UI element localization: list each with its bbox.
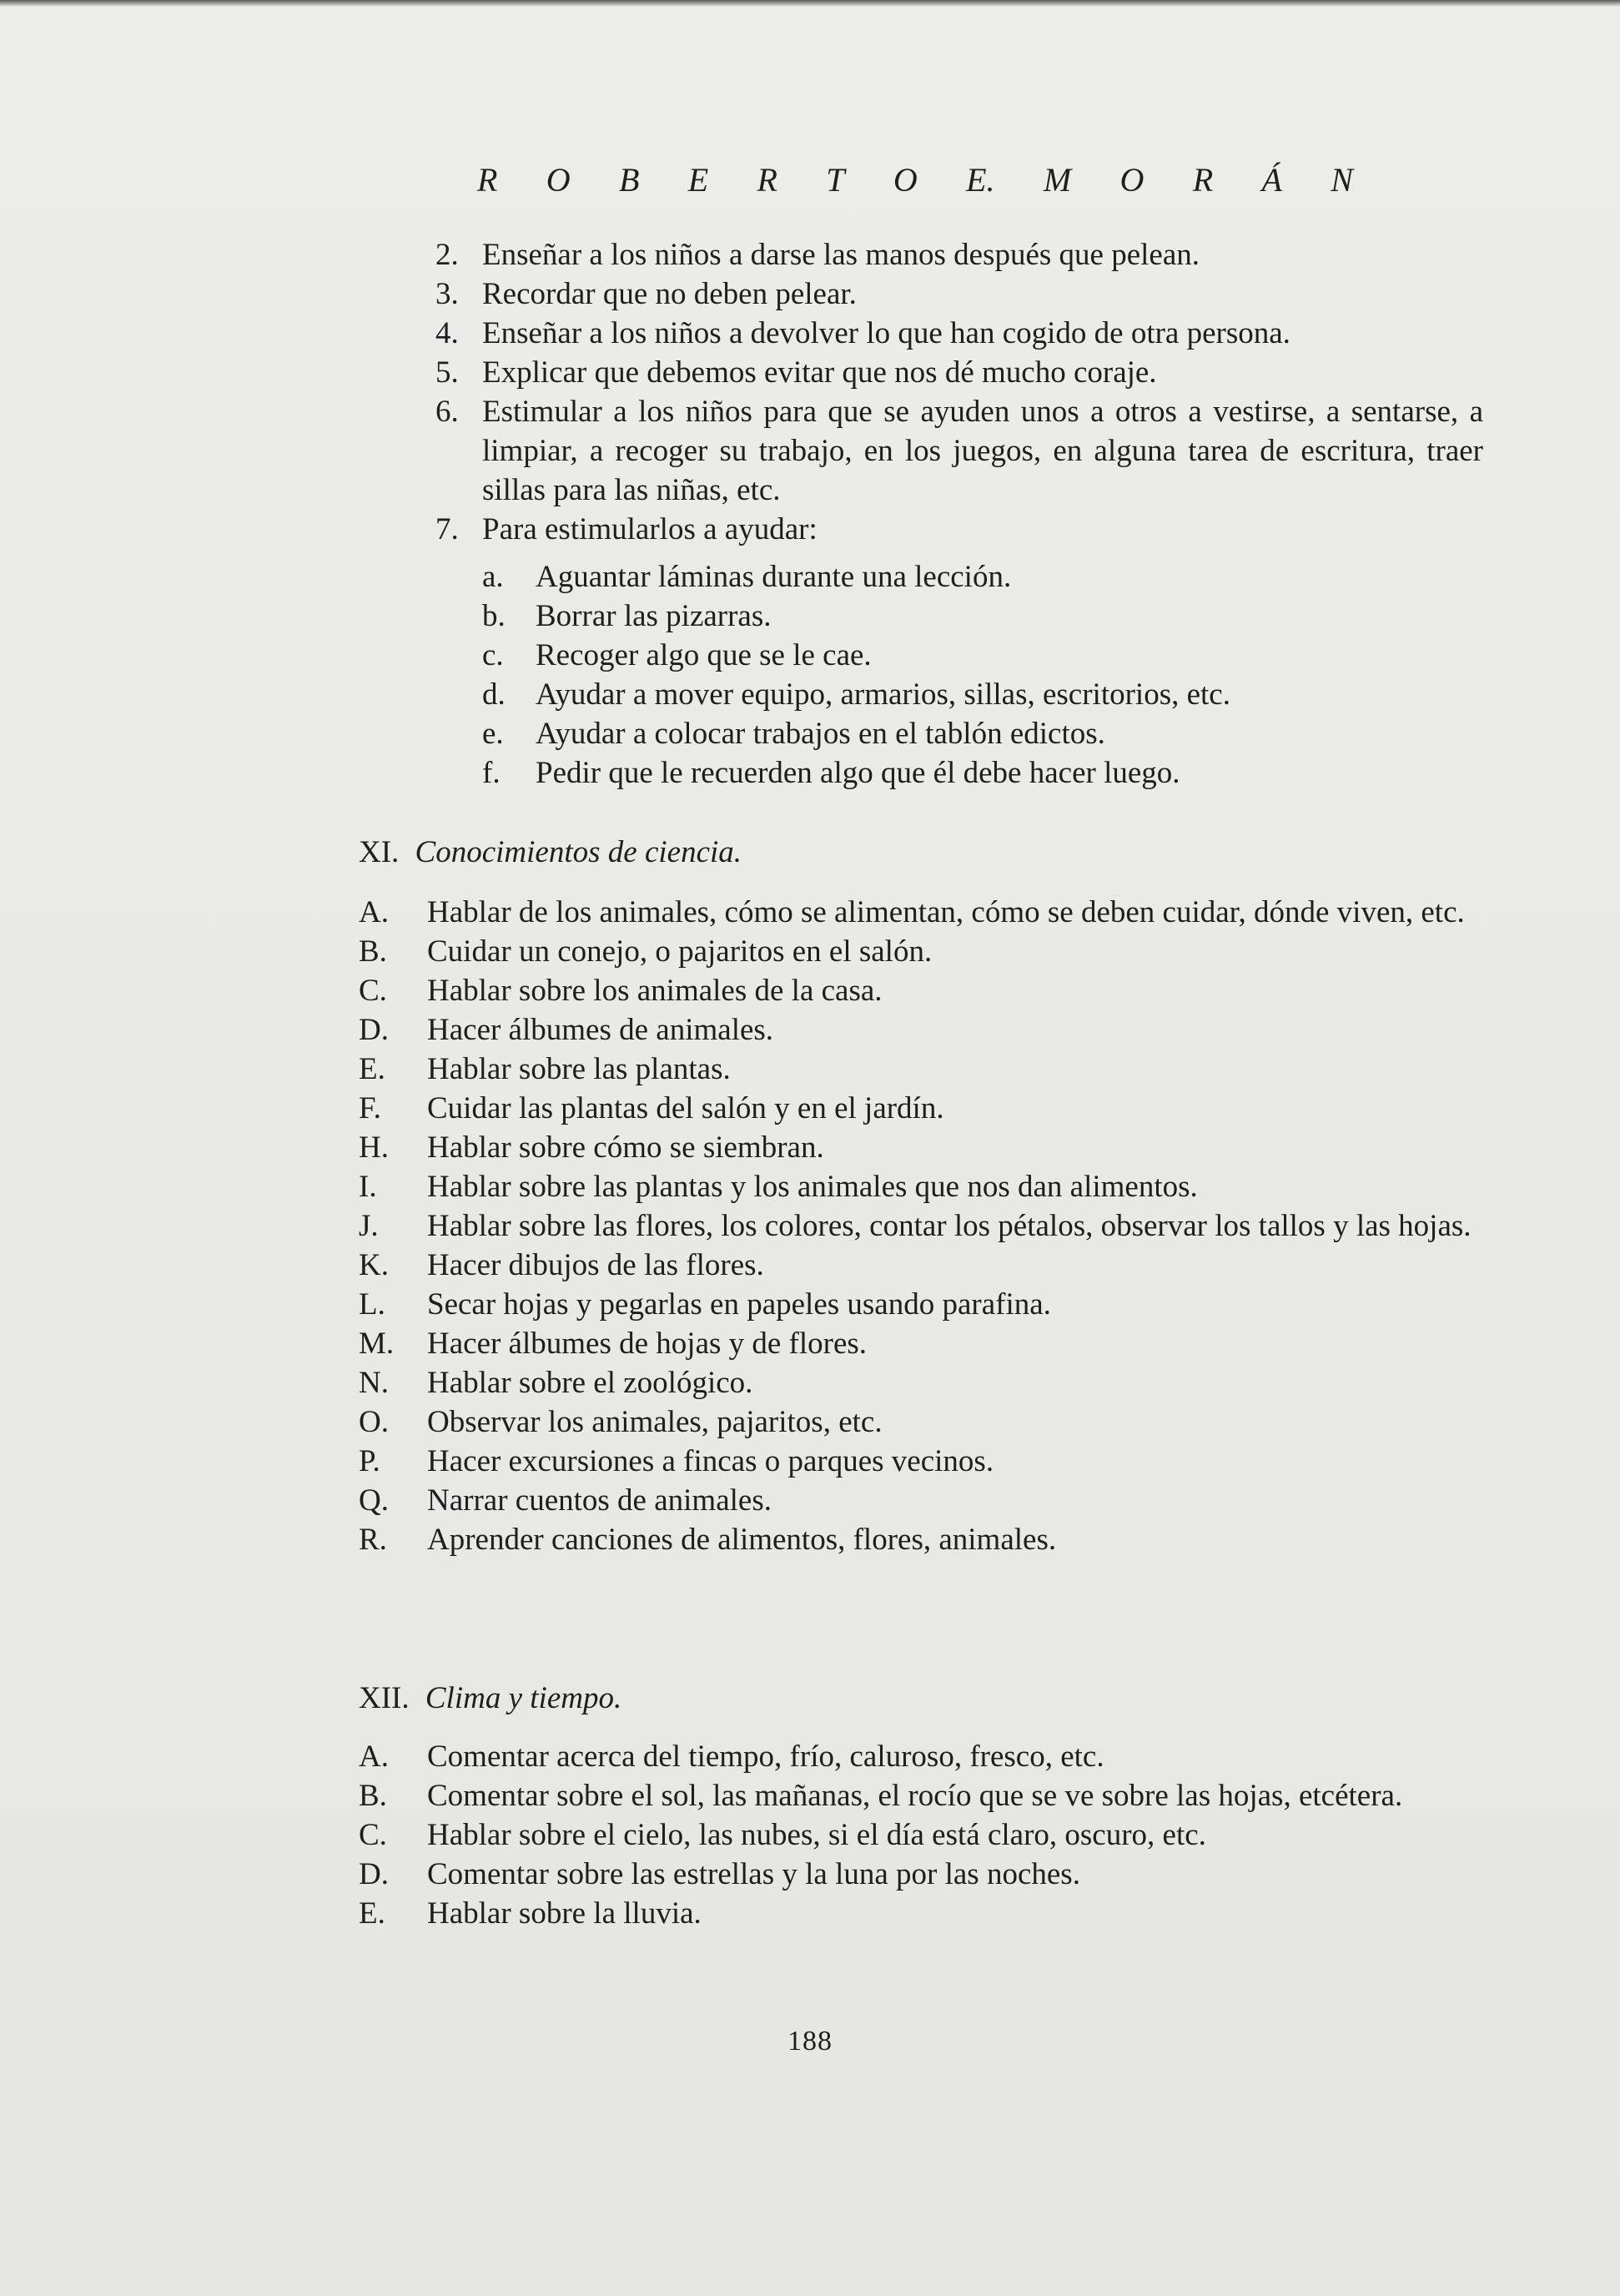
item-number: 5. (435, 355, 459, 390)
item-text: Narrar cuentos de animales. (427, 1483, 772, 1518)
running-head-letter: E. (966, 161, 995, 199)
numbered-list (435, 235, 1487, 549)
running-head-letter: O (546, 161, 571, 199)
list-item (359, 1737, 1487, 1776)
running-head-letter: Á (1261, 161, 1282, 199)
item-text: Pedir que le recuerden algo que él debe hacer luego. (536, 756, 1180, 790)
item-text: Enseñar a los niños a devolver lo que han cogido de otra persona. (482, 316, 1290, 350)
section-heading-xi (359, 833, 742, 872)
item-number: 6. (435, 395, 459, 429)
sub-list (482, 557, 1483, 793)
list-item (435, 510, 1487, 549)
list-item (359, 1128, 1487, 1167)
item-text: Hablar sobre las plantas y los animales que nos dan alimentos. (427, 1170, 1198, 1204)
list-item (482, 636, 1483, 675)
list-item (435, 314, 1487, 353)
list-item (359, 1363, 1487, 1402)
item-letter: N. (359, 1366, 389, 1400)
list-item (359, 1050, 1487, 1089)
item-letter: D. (359, 1013, 389, 1047)
running-head-letter: O (1119, 161, 1145, 199)
item-text: Hablar sobre la lluvia. (427, 1896, 702, 1931)
running-head-letter: M (1043, 161, 1072, 199)
item-text: Aguantar láminas durante una lección. (536, 560, 1012, 594)
list-item (435, 235, 1487, 274)
section-xii-list (359, 1737, 1487, 1933)
list-item (359, 1855, 1487, 1894)
list-item (359, 1894, 1487, 1933)
running-head-letter: R (757, 161, 777, 199)
list-item (482, 557, 1483, 597)
item-text: Observar los animales, pajaritos, etc. (427, 1405, 883, 1439)
list-item (359, 1776, 1487, 1815)
list-item (359, 1285, 1487, 1324)
list-item (482, 675, 1483, 714)
page-top-edge (0, 0, 1620, 7)
item-letter: K. (359, 1248, 389, 1282)
item-letter: b. (482, 599, 506, 633)
item-number: 2. (435, 238, 459, 272)
item-letter: B. (359, 934, 387, 969)
item-text: Hacer excursiones a fincas o parques vecinos. (427, 1444, 994, 1478)
running-head-letter: O (893, 161, 918, 199)
item-letter: B. (359, 1779, 387, 1813)
item-letter: c. (482, 638, 504, 672)
item-text: Para estimularlos a ayudar: (482, 512, 818, 546)
list-item (359, 1089, 1487, 1128)
item-text: Enseñar a los niños a darse las manos después que pelean. (482, 238, 1200, 272)
item-letter: R. (359, 1523, 387, 1557)
list-item (435, 353, 1487, 392)
item-letter: I. (359, 1170, 377, 1204)
item-text: Hacer dibujos de las flores. (427, 1248, 764, 1282)
item-letter: A. (359, 1740, 389, 1774)
item-text: Hablar de los animales, cómo se alimentan, cómo se deben cuidar, dónde viven, etc. (427, 895, 1465, 929)
running-head-letter: N (1331, 161, 1353, 199)
item-text: Hablar sobre el zoológico. (427, 1366, 753, 1400)
item-text: Hablar sobre las plantas. (427, 1052, 731, 1086)
item-text: Hablar sobre los animales de la casa. (427, 974, 883, 1008)
item-text: Secar hojas y pegarlas en papeles usando parafina. (427, 1287, 1051, 1322)
section-numeral: XII. (359, 1681, 410, 1715)
item-text: Explicar que debemos evitar que nos dé mucho coraje. (482, 355, 1157, 390)
running-head-letter: R (1192, 161, 1214, 199)
section-numeral: XI. (359, 835, 400, 869)
item-text: Comentar acerca del tiempo, frío, caluroso, fresco, etc. (427, 1740, 1104, 1774)
item-number: 4. (435, 316, 459, 350)
running-head-letter: B (618, 161, 640, 199)
item-letter: a. (482, 560, 504, 594)
running-head-letter: E (687, 161, 709, 199)
list-item (359, 1815, 1487, 1855)
list-item (359, 932, 1487, 971)
item-letter: O. (359, 1405, 389, 1439)
item-letter: M. (359, 1327, 395, 1361)
list-item (359, 1442, 1487, 1481)
list-item (359, 1167, 1487, 1206)
item-letter: f. (482, 756, 501, 790)
section-xi-list (359, 893, 1487, 1559)
running-head (477, 160, 1353, 199)
item-text: Borrar las pizarras. (536, 599, 772, 633)
item-text: Hablar sobre el cielo, las nubes, si el día está claro, oscuro, etc. (427, 1818, 1206, 1852)
item-letter: D. (359, 1857, 389, 1891)
item-letter: C. (359, 1818, 387, 1852)
list-item (359, 1481, 1487, 1520)
item-text: Ayudar a colocar trabajos en el tablón edictos. (536, 717, 1105, 751)
section-title: Clima y tiempo. (425, 1681, 622, 1715)
list-item (359, 1402, 1487, 1442)
item-text: Aprender canciones de alimentos, flores, animales. (427, 1523, 1057, 1557)
item-text: Recoger algo que se le cae. (536, 638, 872, 672)
item-letter: P. (359, 1444, 380, 1478)
item-letter: C. (359, 974, 387, 1008)
item-text: Hablar sobre cómo se siembran. (427, 1130, 824, 1165)
item-letter: e. (482, 717, 504, 751)
item-text: Ayudar a mover equipo, armarios, sillas, escritorios, etc. (536, 677, 1230, 712)
item-text: Comentar sobre las estrellas y la luna por las noches. (427, 1857, 1080, 1891)
page-number: 188 (787, 2026, 833, 2057)
item-text: Recordar que no deben pelear. (482, 277, 857, 311)
list-item (482, 714, 1483, 753)
list-item (359, 1206, 1487, 1246)
item-text: Estimular a los niños para que se ayuden unos a otros a vestirse, a sentarse, a limpiar, a recoger su trabajo, en los juegos, en alguna tarea de escritura, traer sillas para las niñas, etc. (482, 395, 1483, 507)
item-letter: F. (359, 1091, 381, 1125)
item-text: Hablar sobre las flores, los colores, contar los pétalos, observar los tallos y las hojas. (427, 1209, 1472, 1243)
list-item (435, 392, 1487, 510)
item-letter: A. (359, 895, 389, 929)
list-item (359, 1520, 1487, 1559)
list-item (482, 597, 1483, 636)
item-letter: d. (482, 677, 506, 712)
list-item (359, 1246, 1487, 1285)
item-number: 7. (435, 512, 459, 546)
section-heading-xii (359, 1679, 621, 1718)
list-item (359, 1010, 1487, 1050)
item-text: Cuidar un conejo, o pajaritos en el salón. (427, 934, 933, 969)
list-item (435, 274, 1487, 314)
running-head-letter: R (477, 161, 498, 199)
item-letter: J. (359, 1209, 379, 1243)
list-item (359, 1324, 1487, 1363)
list-item (482, 753, 1483, 793)
list-item (359, 893, 1487, 932)
item-letter: E. (359, 1896, 385, 1931)
running-head-letter: T (826, 161, 845, 199)
item-letter: H. (359, 1130, 389, 1165)
item-letter: E. (359, 1052, 385, 1086)
item-letter: Q. (359, 1483, 389, 1518)
item-text: Comentar sobre el sol, las mañanas, el rocío que se ve sobre las hojas, etcétera. (427, 1779, 1403, 1813)
list-item (359, 971, 1487, 1010)
item-text: Hacer álbumes de animales. (427, 1013, 774, 1047)
item-number: 3. (435, 277, 459, 311)
item-letter: L. (359, 1287, 385, 1322)
item-text: Hacer álbumes de hojas y de flores. (427, 1327, 868, 1361)
item-text: Cuidar las plantas del salón y en el jardín. (427, 1091, 944, 1125)
section-title: Conocimientos de ciencia. (415, 835, 742, 869)
